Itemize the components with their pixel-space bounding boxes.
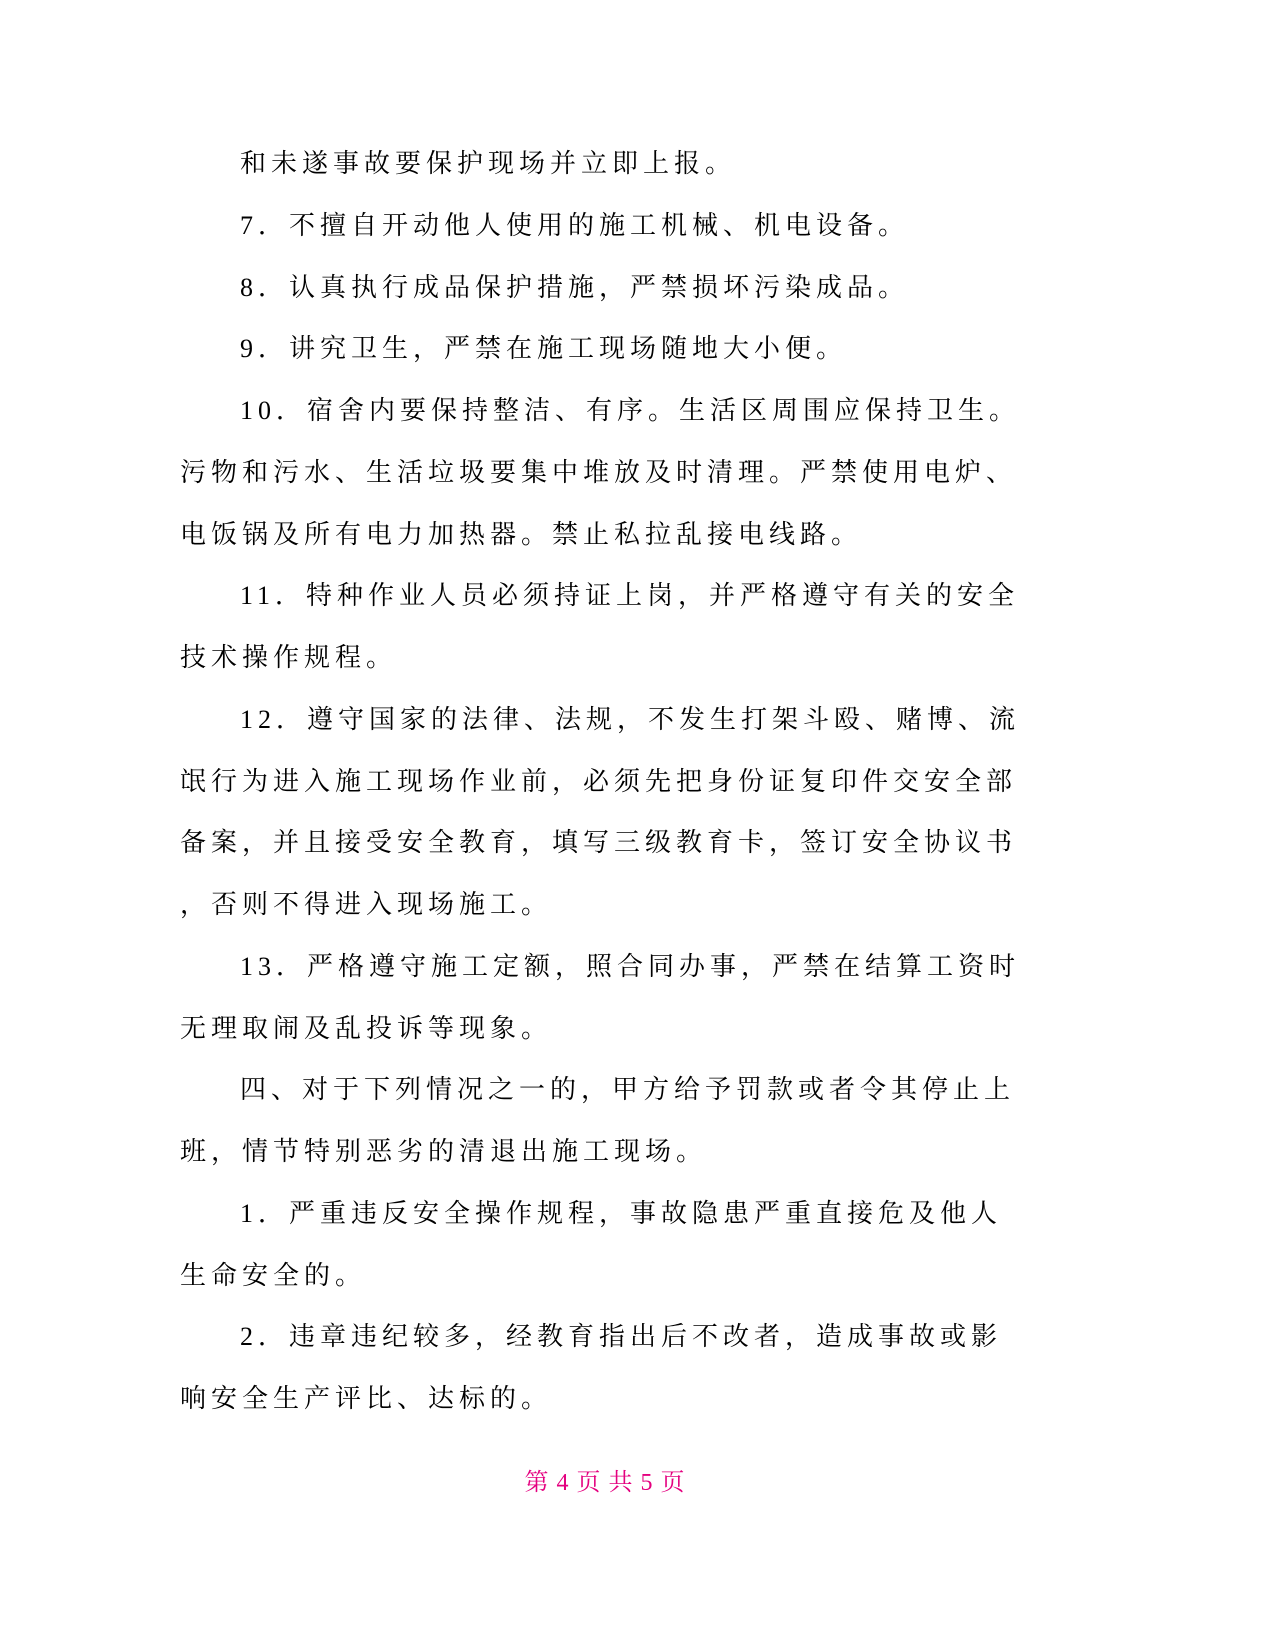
list-item-1: 1．严重违反安全操作规程，事故隐患严重直接危及他人 — [240, 1198, 1003, 1228]
list-item-10: 10．宿舍内要保持整洁、有序。生活区周围应保持卫生。 — [240, 396, 1021, 425]
paragraph-line: 和未遂事故要保护现场并立即上报。 — [240, 149, 737, 178]
list-item-9: 9．讲究卫生，严禁在施工现场随地大小便。 — [240, 334, 848, 364]
document-body — [180, 133, 1050, 1430]
list-item-13: 13．严格遵守施工定额，照合同办事，严禁在结算工资时 — [240, 951, 1021, 981]
list-item-12: 12．遵守国家的法律、法规，不发生打架斗殴、赌博、流 — [240, 704, 1021, 734]
list-item-7: 7．不擅自开动他人使用的施工机械、机电设备。 — [240, 210, 910, 240]
section-heading-4: 四、对于下列情况之一的，甲方给予罚款或者令其停止上 — [240, 1075, 1016, 1105]
paragraph-line: ，否则不得进入现场施工。 — [180, 890, 553, 919]
paragraph-line: 污物和污水、生活垃圾要集中堆放及时清理。严禁使用电炉、 — [180, 457, 1018, 487]
list-item-11: 11．特种作业人员必须持证上岗，并严格遵守有关的安全 — [240, 581, 1020, 611]
page-number-footer: 第 4 页 共 5 页 — [524, 1470, 686, 1496]
list-item-8: 8．认真执行成品保护措施，严禁损坏污染成品。 — [240, 272, 910, 302]
paragraph-line: 生命安全的。 — [180, 1260, 367, 1290]
paragraph-line: 电饭锅及所有电力加热器。禁止私拉乱接电线路。 — [180, 519, 863, 549]
paragraph-line: 技术操作规程。 — [180, 643, 398, 672]
paragraph-line: 响安全生产评比、达标的。 — [180, 1384, 553, 1413]
paragraph-line: 备案，并且接受安全教育，填写三级教育卡，签订安全协议书 — [180, 828, 1018, 858]
paragraph-line: 班，情节特别恶劣的清退出施工现场。 — [180, 1137, 708, 1166]
paragraph-line: 无理取闹及乱投诉等现象。 — [180, 1013, 553, 1043]
paragraph-line: 氓行为进入施工现场作业前，必须先把身份证复印件交安全部 — [180, 766, 1018, 796]
list-item-2: 2．违章违纪较多，经教育指出后不改者，造成事故或影 — [240, 1322, 1003, 1352]
